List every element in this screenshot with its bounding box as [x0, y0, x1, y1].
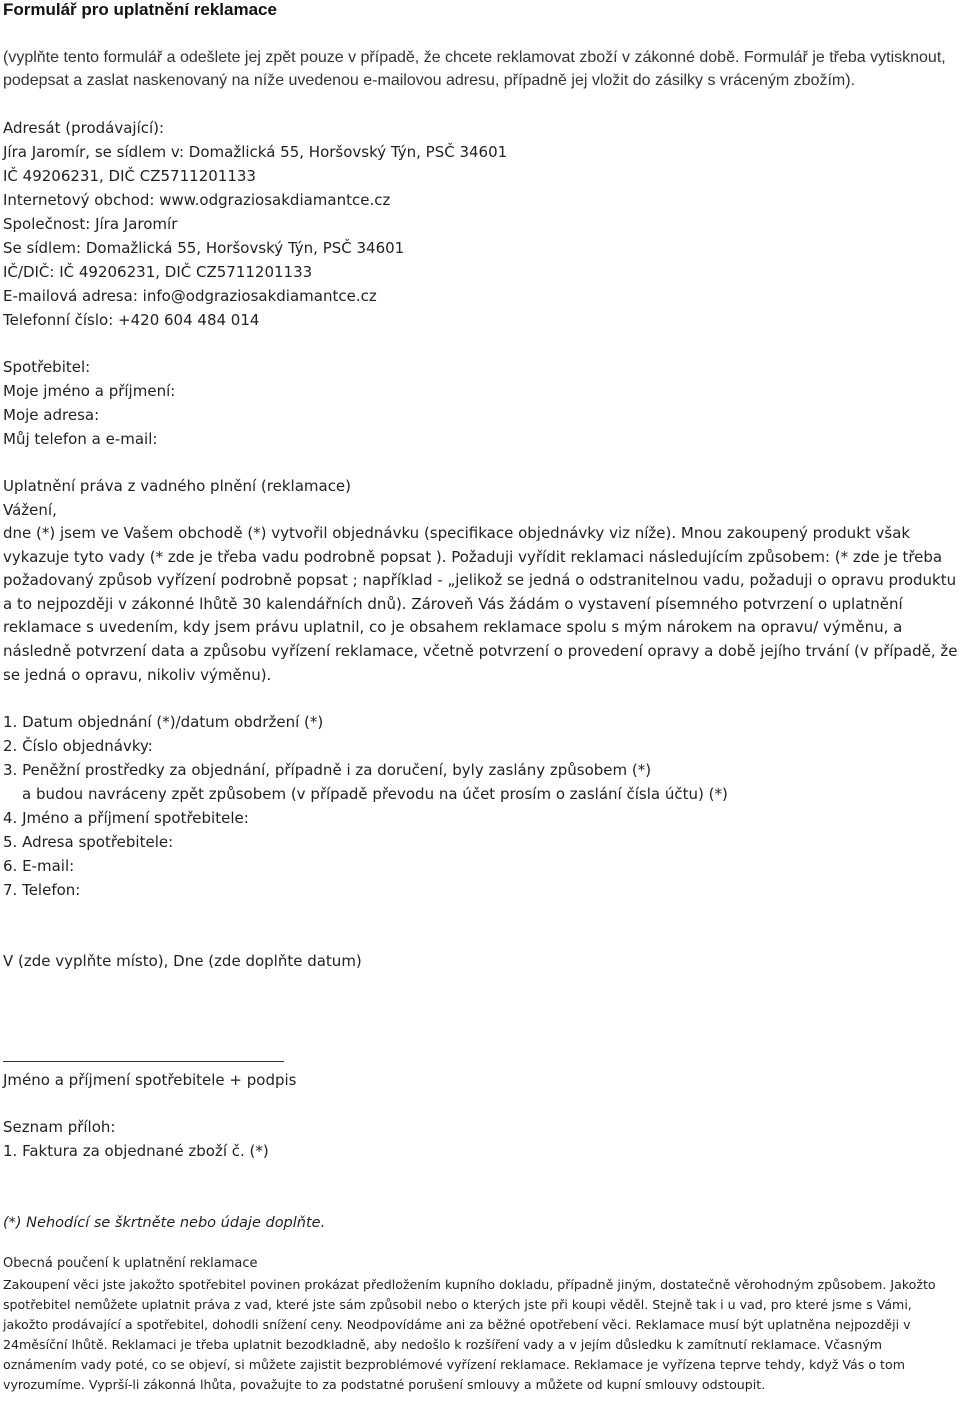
- recipient-ids: IČ 49206231, DIČ CZ5711201133: [3, 167, 256, 185]
- signature-line: [3, 1061, 284, 1062]
- place-date-section: [3, 949, 957, 973]
- recipient-tax-ids: IČ/DIČ: IČ 49206231, DIČ CZ5711201133: [3, 263, 313, 281]
- list-item: a budou navráceny zpět způsobem (v případě převodu na účet prosím o zaslání čísla účtu) (*): [22, 785, 728, 803]
- recipient-address: Se sídlem: Domažlická 55, Horšovský Týn, PSČ 34601: [3, 239, 405, 257]
- footnote: (*) Nehodící se škrtněte nebo údaje doplňte.: [3, 1215, 326, 1231]
- consumer-section: [3, 355, 957, 451]
- form-title: Formulář pro uplatnění reklamace: [3, 0, 277, 19]
- list-item: 1. Datum objednání (*)/datum obdržení (*): [3, 713, 324, 731]
- form-instructions: (vyplňte tento formulář a odešlete jej zpět pouze v případě, že chcete reklamovat zboží v zákonné době. Formulář je třeba vytisknout, podepsat a zaslat naskenovaný na níže uvedenou e-mailovou adresu, případně jej vložit do zásilky s vráceným zbožím).: [3, 49, 946, 89]
- attachment-item: 1. Faktura za objednané zboží č. (*): [3, 1142, 269, 1160]
- consumer-contact-field: Můj telefon a e-mail:: [3, 430, 158, 448]
- recipient-heading: Adresát (prodávající):: [3, 119, 165, 137]
- consumer-address-field: Moje adresa:: [3, 406, 100, 424]
- list-item: 6. E-mail:: [3, 857, 75, 875]
- recipient-email: E-mailová adresa: info@odgraziosakdiamantce.cz: [3, 287, 377, 305]
- list-item: 3. Peněžní prostředky za objednání, případně i za doručení, byly zaslány způsobem (*): [3, 761, 652, 779]
- order-details-list: [3, 710, 957, 902]
- claim-salutation: Vážení,: [3, 501, 57, 519]
- consumer-heading: Spotřebitel:: [3, 358, 91, 376]
- claim-section: [3, 474, 957, 687]
- recipient-company: Společnost: Jíra Jaromír: [3, 215, 178, 233]
- list-item: 5. Adresa spotřebitele:: [3, 833, 174, 851]
- general-instructions-heading: Obecná poučení k uplatnění reklamace: [3, 1256, 258, 1271]
- signature-section: [3, 1068, 957, 1092]
- place-date-line: V (zde vyplňte místo), Dne (zde doplňte datum): [3, 952, 362, 970]
- signature-label: Jméno a příjmení spotřebitele + podpis: [3, 1071, 297, 1089]
- list-item: 4. Jméno a příjmení spotřebitele:: [3, 809, 249, 827]
- recipient-section: [3, 116, 957, 332]
- attachments-section: [3, 1115, 957, 1163]
- recipient-seller: Jíra Jaromír, se sídlem v: Domažlická 55, Horšovský Týn, PSČ 34601: [3, 143, 508, 161]
- recipient-phone: Telefonní číslo: +420 604 484 014: [3, 311, 260, 329]
- list-item: 7. Telefon:: [3, 881, 81, 899]
- recipient-eshop: Internetový obchod: www.odgraziosakdiamantce.cz: [3, 191, 391, 209]
- general-instructions-text: Zakoupení věci jste jakožto spotřebitel povinen prokázat předložením kupního dokladu, případně jiným, dostatečně věrohodným způsobem. Jakožto spotřebitel nemůžete uplatnit práva z vad, které jste sám způsobil nebo o kterých jste při koupi věděl. Stejně tak i u vad, pro které jsme s Vámi, jakožto prodávající a spotřebitel, dohodli snížení ceny. Neodpovídáme ani za běžné opotřebení věci. Reklamace musí být uplatněna nejpozději v 24měsíční lhůtě. Reklamaci je třeba uplatnit bezodkladně, aby nedošlo k rozšíření vady a v jejím důsledku k zamítnutí reklamace. Včasným oznámením vady poté, co se objeví, si můžete zajistit bezproblémové vyřízení reklamace. Reklamace je vyřízena teprve tehdy, když Vás o tom vyrozumíme. Vyprší-li zákonná lhůta, považujte to za podstatné porušení smlouvy a můžete od kupní smlouvy odstoupit.: [3, 1277, 936, 1392]
- consumer-name-field: Moje jméno a příjmení:: [3, 382, 176, 400]
- list-item: 2. Číslo objednávky:: [3, 737, 153, 755]
- attachments-heading: Seznam příloh:: [3, 1118, 116, 1136]
- claim-heading: Uplatnění práva z vadného plnění (reklamace): [3, 477, 352, 495]
- claim-body: dne (*) jsem ve Vašem obchodě (*) vytvořil objednávku (specifikace objednávky viz níže). Mnou zakoupený produkt však vykazuje tyto vady (* zde je třeba vadu podrobně popsat ). Požaduji vyřídit reklamaci následujícím způsobem: (* zde je třeba požadovaný způsob vyřízení podrobně popsat ; například - „jelikož se jedná o odstranitelnou vadu, požaduji o opravu produktu a to nejpozději v zákonné lhůtě 30 kalendářních dnů). Zároveň Vás žádám o vystavení písemného potvrzení o uplatnění reklamace s uvedením, kdy jsem právu uplatnil, co je obsahem reklamace spolu s mým nárokem na opravu/ výměnu, a následně potvrzení data a způsobu vyřízení reklamace, včetně potvrzení o provedení opravy a době jejího trvání (v případě, že se jedná o opravu, nikoliv výměnu).: [3, 524, 958, 684]
